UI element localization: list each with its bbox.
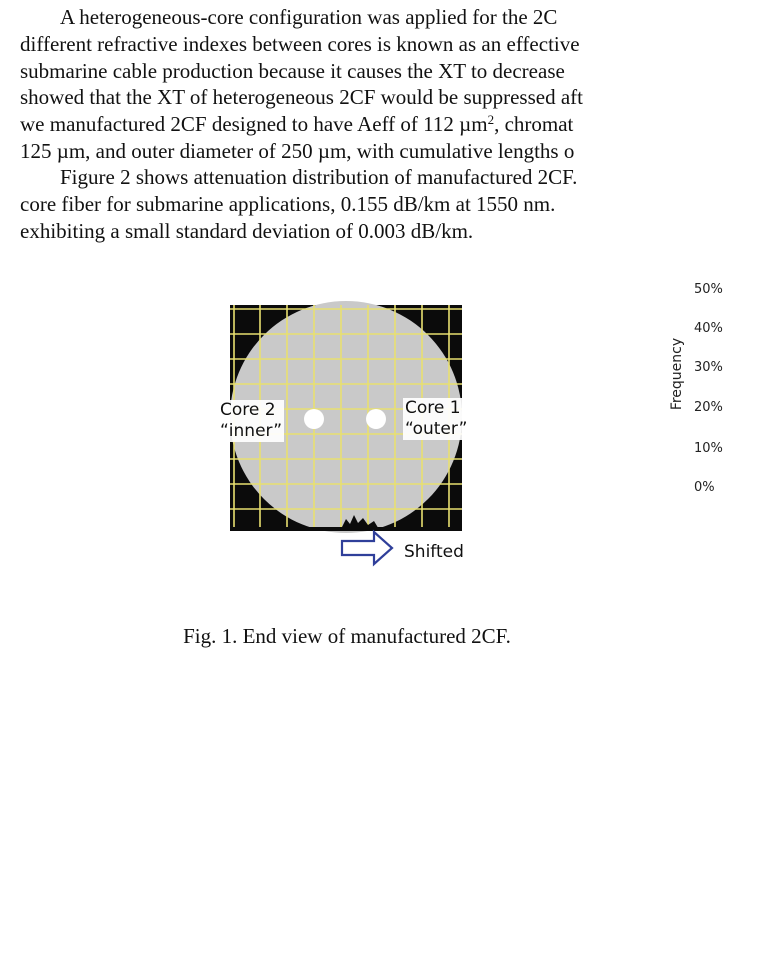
paragraph-2 bbox=[20, 164, 780, 244]
text-segment: we manufactured 2CF designed to have Aeff of 112 µm bbox=[20, 112, 488, 137]
text-line: 125 µm, and outer diameter of 250 µm, with cumulative lengths o bbox=[20, 138, 575, 163]
superscript: 2 bbox=[487, 112, 495, 128]
text-line: submarine cable production because it causes the XT to decrease bbox=[20, 58, 565, 83]
text-line: showed that the XT of heterogeneous 2CF would be suppressed aft bbox=[20, 85, 584, 110]
text-line: different refractive indexes between cores is known as an effective bbox=[20, 31, 580, 56]
y-tick-label: 40% bbox=[694, 321, 723, 336]
core-1-label bbox=[403, 398, 469, 440]
core-1-position: “outer” bbox=[405, 419, 468, 439]
core-2-name: Core 2 bbox=[220, 400, 276, 420]
shifted-label: Shifted bbox=[404, 542, 464, 562]
y-tick-label: 30% bbox=[694, 360, 723, 375]
text-line: exhibiting a small standard deviation of 0.003 dB/km. bbox=[20, 218, 474, 243]
text-line: Figure 2 shows attenuation distribution of manufactured 2CF. bbox=[60, 165, 578, 189]
text-line: A heterogeneous-core configuration was applied for the 2C bbox=[60, 5, 558, 29]
core-2-position: “inner” bbox=[220, 421, 283, 441]
core-1-name: Core 1 bbox=[405, 398, 461, 418]
figure-2-y-axis bbox=[660, 276, 723, 506]
y-tick-label: 20% bbox=[694, 400, 723, 415]
core-2-label bbox=[218, 400, 284, 442]
text-line bbox=[20, 111, 780, 138]
text-line: core fiber for submarine applications, 0.155 dB/km at 1550 nm. bbox=[20, 191, 556, 216]
figure-caption: Fig. 1. End view of manufactured 2CF. bbox=[183, 624, 511, 648]
right-arrow-icon bbox=[340, 530, 394, 566]
y-axis-label: Frequency bbox=[669, 337, 685, 411]
text-segment: , chromat bbox=[494, 112, 574, 137]
paragraph-1 bbox=[20, 4, 780, 165]
y-tick-label: 10% bbox=[694, 441, 723, 456]
y-tick-label: 50% bbox=[694, 282, 723, 297]
y-tick-label: 0% bbox=[694, 480, 715, 495]
